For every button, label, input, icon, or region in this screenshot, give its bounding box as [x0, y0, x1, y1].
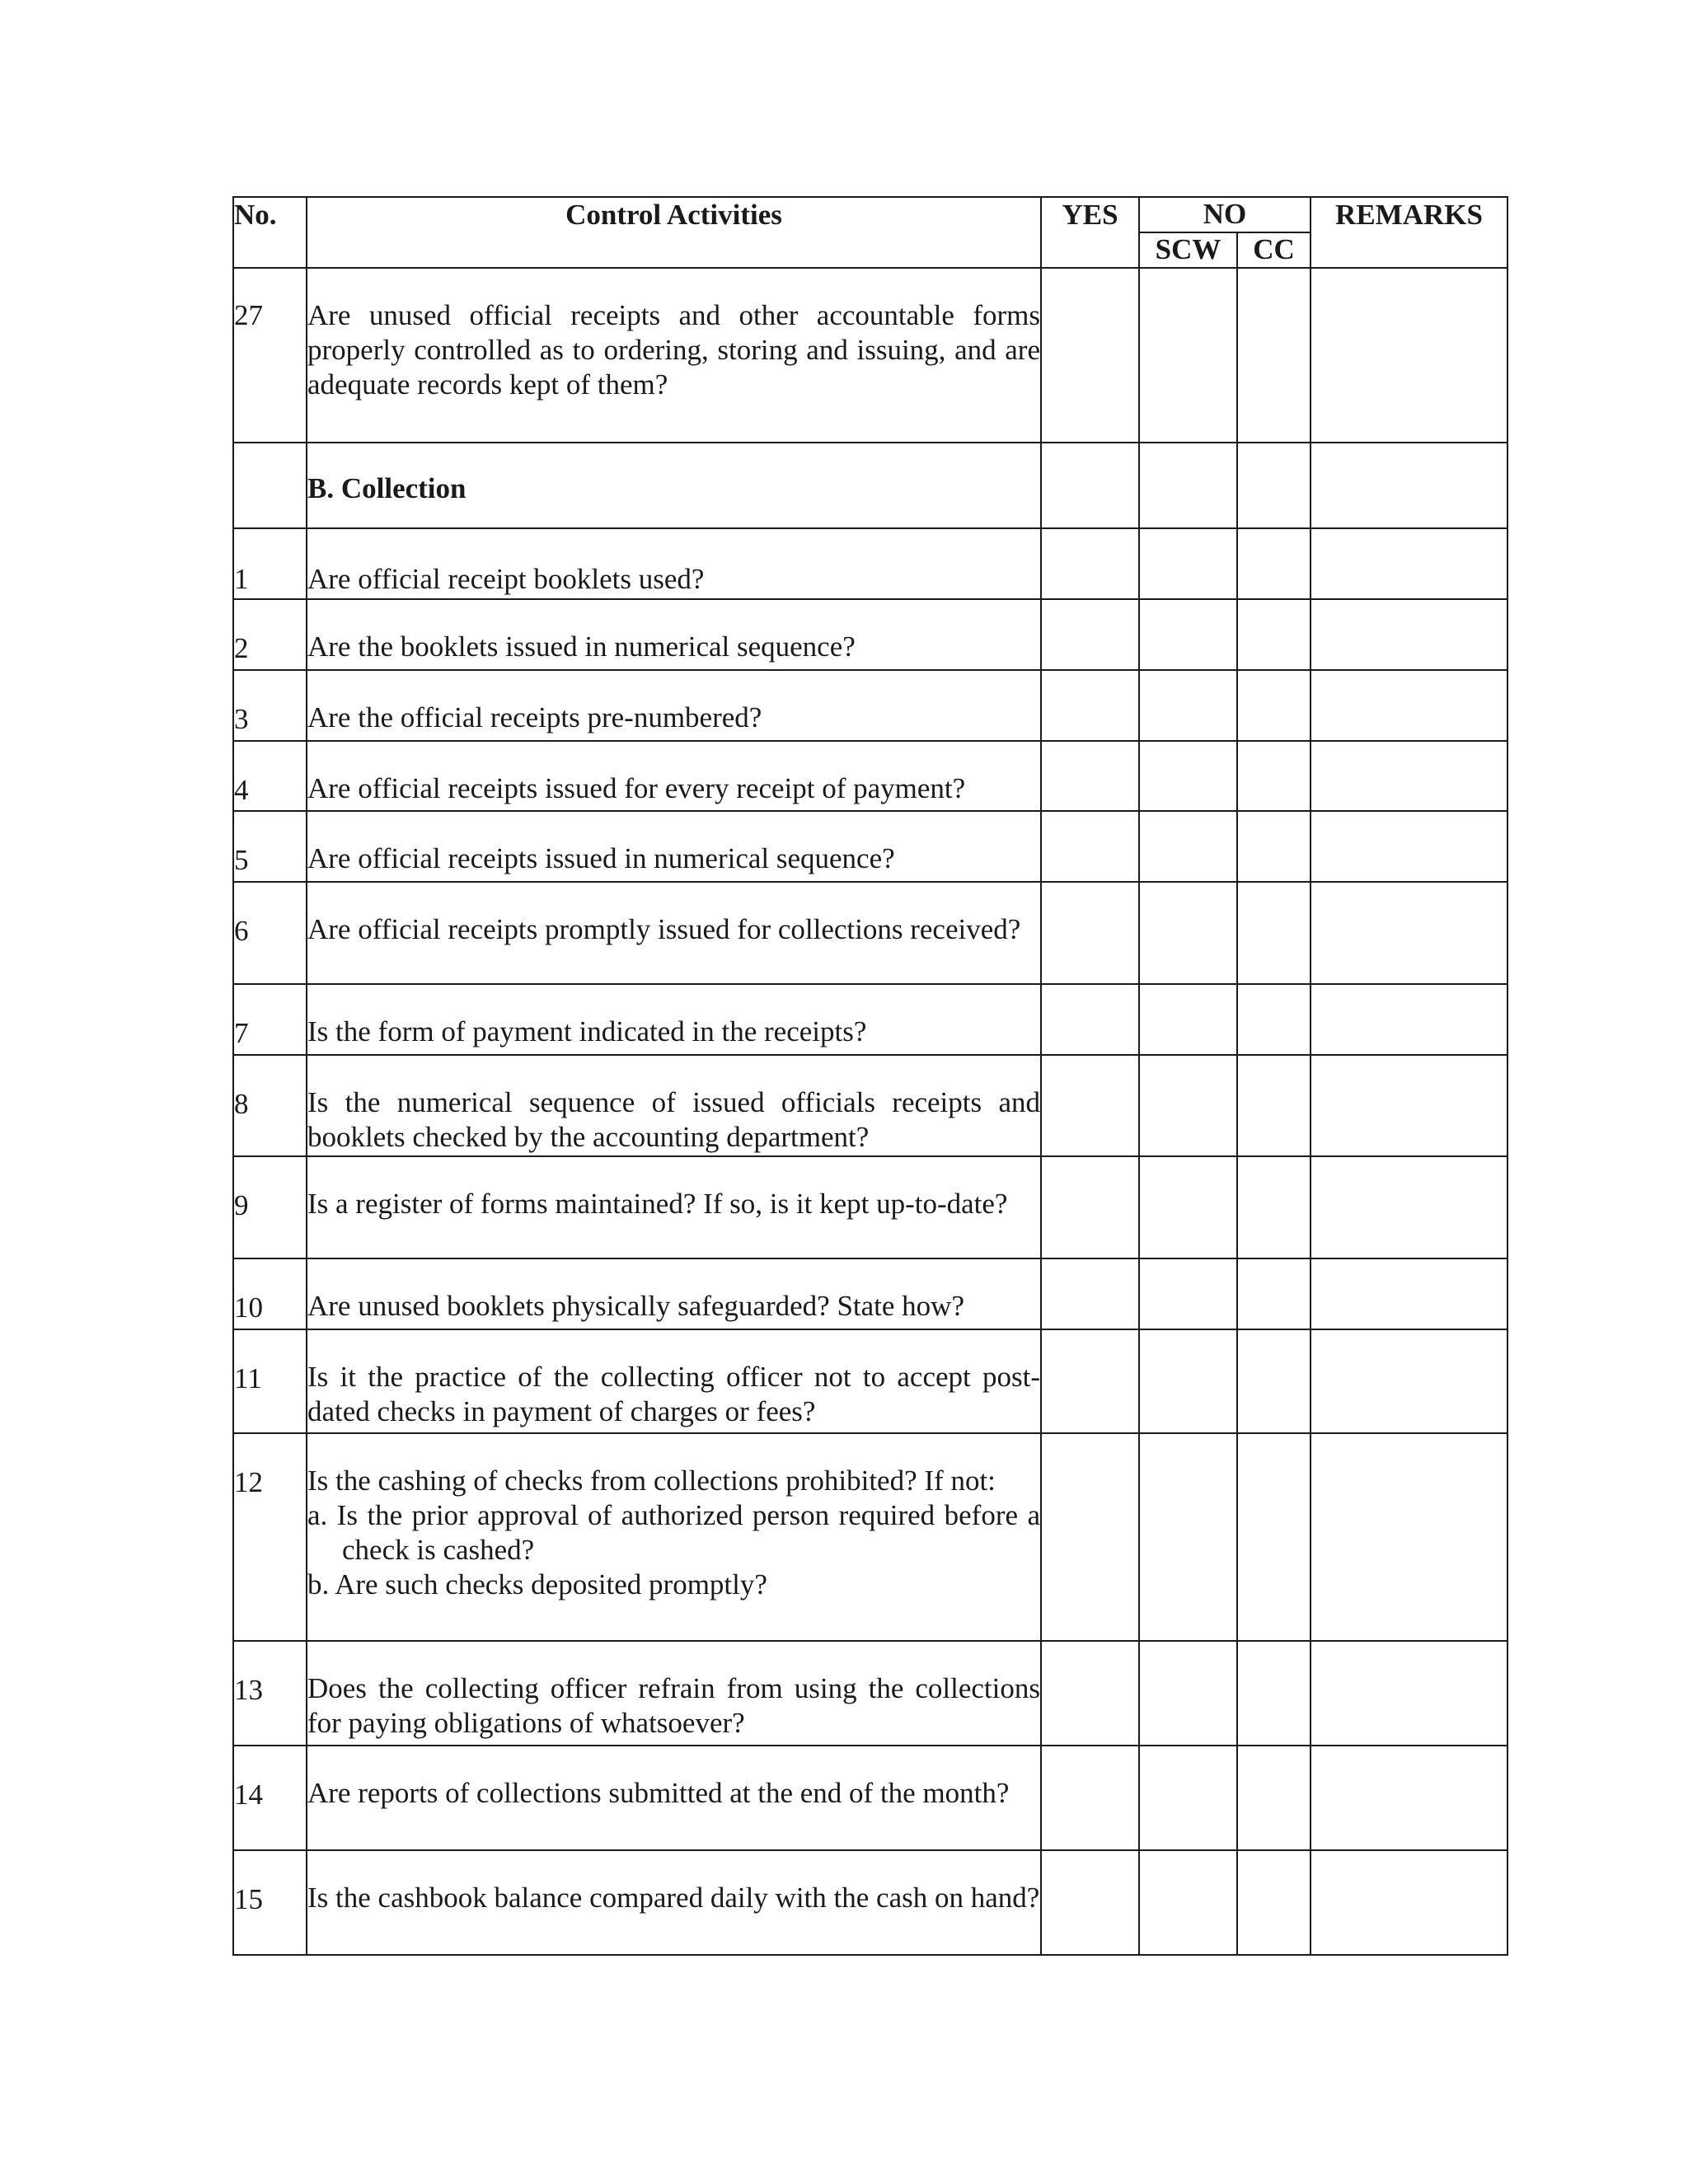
remarks-cell[interactable] [1311, 882, 1507, 984]
yes-cell[interactable] [1041, 599, 1139, 670]
control-activity-text: Is the form of payment indicated in the receipts? [307, 984, 1041, 1055]
remarks-cell[interactable] [1311, 1433, 1507, 1641]
yes-cell[interactable] [1041, 1433, 1139, 1641]
control-activity-text: Does the collecting officer refrain from using the collections for paying obligations of whatsoever? [307, 1641, 1041, 1746]
cc-cell[interactable] [1237, 1746, 1311, 1850]
table-row [233, 670, 1507, 741]
yes-cell[interactable] [1041, 741, 1139, 811]
control-activities-table [232, 196, 1508, 1956]
row-number: 14 [233, 1746, 307, 1850]
scw-cell[interactable] [1139, 599, 1237, 670]
table-row [233, 984, 1507, 1055]
remarks-cell[interactable] [1311, 1329, 1507, 1433]
cc-cell[interactable] [1237, 1258, 1311, 1329]
header-remarks: REMARKS [1311, 197, 1507, 268]
cc-cell[interactable] [1237, 811, 1311, 882]
cc-cell[interactable] [1237, 1156, 1311, 1258]
row-number: 11 [233, 1329, 307, 1433]
cc-cell[interactable] [1237, 1850, 1311, 1955]
cc-cell[interactable] [1237, 670, 1311, 741]
scw-cell[interactable] [1139, 1433, 1237, 1641]
yes-cell[interactable] [1041, 1641, 1139, 1746]
table-row [233, 1641, 1507, 1746]
remarks-cell[interactable] [1311, 1055, 1507, 1156]
scw-cell[interactable] [1139, 1258, 1237, 1329]
cc-cell[interactable] [1237, 268, 1311, 443]
table-row [233, 1433, 1507, 1641]
remarks-cell[interactable] [1311, 741, 1507, 811]
remarks-cell[interactable] [1311, 1641, 1507, 1746]
scw-cell[interactable] [1139, 1055, 1237, 1156]
table-row [233, 1329, 1507, 1433]
remarks-cell[interactable] [1311, 984, 1507, 1055]
yes-cell[interactable] [1041, 1156, 1139, 1258]
scw-cell[interactable] [1139, 1850, 1237, 1955]
remarks-cell[interactable] [1311, 670, 1507, 741]
scw-cell[interactable] [1139, 811, 1237, 882]
cc-cell[interactable] [1237, 1329, 1311, 1433]
table-row [233, 741, 1507, 811]
row-number: 6 [233, 882, 307, 984]
yes-cell[interactable] [1041, 882, 1139, 984]
row-number: 1 [233, 528, 307, 599]
remarks-cell[interactable] [1311, 443, 1507, 528]
sub-item-b: b. Are such checks deposited promptly? [307, 1568, 767, 1601]
scw-cell[interactable] [1139, 1641, 1237, 1746]
cc-cell[interactable] [1237, 1055, 1311, 1156]
header-no-group: NO [1139, 197, 1311, 232]
row-number: 12 [233, 1433, 307, 1641]
scw-cell[interactable] [1139, 1746, 1237, 1850]
header-control-activities: Control Activities [307, 197, 1041, 268]
row-number: 13 [233, 1641, 307, 1746]
control-activity-text: Are the booklets issued in numerical sequence? [307, 599, 1041, 670]
section-title: B. Collection [307, 443, 1041, 528]
control-activity-text: Are unused booklets physically safeguarded? State how? [307, 1258, 1041, 1329]
row-number: 10 [233, 1258, 307, 1329]
scw-cell[interactable] [1139, 1329, 1237, 1433]
scw-cell[interactable] [1139, 528, 1237, 599]
scw-cell[interactable] [1139, 670, 1237, 741]
header-scw: SCW [1139, 232, 1237, 268]
row-number: 27 [233, 268, 307, 443]
row-number: 2 [233, 599, 307, 670]
control-activity-text: Are official receipt booklets used? [307, 528, 1041, 599]
row-number: 15 [233, 1850, 307, 1955]
remarks-cell[interactable] [1311, 1746, 1507, 1850]
control-activity-text: Are official receipts promptly issued for collections received? [307, 882, 1041, 984]
cc-cell[interactable] [1237, 1641, 1311, 1746]
remarks-cell[interactable] [1311, 1850, 1507, 1955]
yes-cell[interactable] [1041, 1055, 1139, 1156]
yes-cell[interactable] [1041, 811, 1139, 882]
scw-cell[interactable] [1139, 443, 1237, 528]
scw-cell[interactable] [1139, 882, 1237, 984]
table-row [233, 1258, 1507, 1329]
row-number: 4 [233, 741, 307, 811]
row-number [233, 443, 307, 528]
scw-cell[interactable] [1139, 268, 1237, 443]
scw-cell[interactable] [1139, 741, 1237, 811]
remarks-cell[interactable] [1311, 1156, 1507, 1258]
yes-cell[interactable] [1041, 443, 1139, 528]
table-row [233, 1055, 1507, 1156]
table-row [233, 528, 1507, 599]
table-row [233, 811, 1507, 882]
control-activity-text: Is the cashbook balance compared daily with the cash on hand? [307, 1850, 1041, 1955]
sub-item-a: a. Is the prior approval of authorized person required before a check is cashed? [307, 1499, 1040, 1566]
yes-cell[interactable] [1041, 984, 1139, 1055]
control-activity-text: Is the cashing of checks from collections prohibited? If not: [307, 1465, 996, 1497]
remarks-cell[interactable] [1311, 1258, 1507, 1329]
control-activity-text: Are the official receipts pre-numbered? [307, 670, 1041, 741]
scw-cell[interactable] [1139, 984, 1237, 1055]
yes-cell[interactable] [1041, 1329, 1139, 1433]
control-activity-text: Is it the practice of the collecting officer not to accept post-dated checks in payment of charges or fees? [307, 1329, 1041, 1433]
control-activity-text: Are official receipts issued in numerical sequence? [307, 811, 1041, 882]
cc-cell[interactable] [1237, 1433, 1311, 1641]
yes-cell[interactable] [1041, 1850, 1139, 1955]
table-row [233, 268, 1507, 443]
yes-cell[interactable] [1041, 268, 1139, 443]
remarks-cell[interactable] [1311, 268, 1507, 443]
row-number: 8 [233, 1055, 307, 1156]
row-number: 7 [233, 984, 307, 1055]
table-row [233, 1746, 1507, 1850]
yes-cell[interactable] [1041, 528, 1139, 599]
cc-cell[interactable] [1237, 984, 1311, 1055]
remarks-cell[interactable] [1311, 528, 1507, 599]
control-activity-text: Are unused official receipts and other accountable forms properly controlled as to ordering, storing and issuing, and are adequate records kept of them? [307, 268, 1041, 443]
table-row [233, 599, 1507, 670]
cc-cell[interactable] [1237, 882, 1311, 984]
header-cc: CC [1237, 232, 1311, 268]
section-row [233, 443, 1507, 528]
control-activity-text: Is a register of forms maintained? If so, is it kept up-to-date? [307, 1156, 1041, 1258]
header-no: No. [233, 197, 307, 268]
row-number: 3 [233, 670, 307, 741]
header-yes: YES [1041, 197, 1139, 268]
control-activity-text: Are official receipts issued for every receipt of payment? [307, 741, 1041, 811]
control-activity-text: Are reports of collections submitted at the end of the month? [307, 1746, 1041, 1850]
remarks-cell[interactable] [1311, 599, 1507, 670]
cc-cell[interactable] [1237, 741, 1311, 811]
control-activity-text: Is the numerical sequence of issued officials receipts and booklets checked by the accounting department? [307, 1055, 1041, 1156]
table-row [233, 1156, 1507, 1258]
remarks-cell[interactable] [1311, 811, 1507, 882]
row-number: 5 [233, 811, 307, 882]
cc-cell[interactable] [1237, 599, 1311, 670]
row-number: 9 [233, 1156, 307, 1258]
control-activity-cell [307, 1433, 1041, 1641]
table-row [233, 1850, 1507, 1955]
cc-cell[interactable] [1237, 443, 1311, 528]
yes-cell[interactable] [1041, 1258, 1139, 1329]
scw-cell[interactable] [1139, 1156, 1237, 1258]
yes-cell[interactable] [1041, 670, 1139, 741]
table-row [233, 882, 1507, 984]
yes-cell[interactable] [1041, 1746, 1139, 1850]
cc-cell[interactable] [1237, 528, 1311, 599]
